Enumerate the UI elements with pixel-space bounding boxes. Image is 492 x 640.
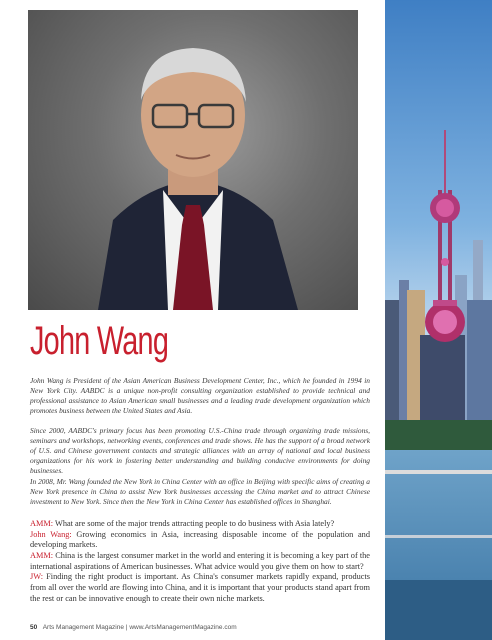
page-footer xyxy=(30,624,237,631)
profile-name: John Wang xyxy=(30,319,169,363)
question-label: AMM: xyxy=(30,551,54,560)
interview-qa-2 xyxy=(30,551,370,605)
question-text: What are some of the major trends attracting people to do business with Asia lately? xyxy=(53,519,335,528)
intro-paragraph-3: In 2008, Mr. Wang founded the New York in China Center with an office in Beijing with specific aims of creating a New York presence in China to assist New York businesses accessing the China market and to attract Chinese investment to New York. Since then the New York in China Center has established offices in Shanghai. xyxy=(30,477,370,507)
intro-paragraph-1: John Wang is President of the Asian American Business Development Center, Inc., which he founded in 1994 in New York City. AABDC is a unique non-profit consulting organization established to provide technical and professional assistance to Asian American small businesses and a leading trade development organization which promotes business between the United States and Asia. xyxy=(30,376,370,416)
portrait-photo xyxy=(28,10,358,310)
footer-separator: | xyxy=(125,624,128,631)
skyline-photo xyxy=(385,0,492,640)
answer-label: John Wang: xyxy=(30,529,72,539)
answer-text: Growing economics in Asia, increasing disposable income of the population and developing markets. xyxy=(30,529,370,550)
question-text: China is the largest consumer market in the world and entering it is becoming a key part of the international aspirations of American businesses. What advice would you give them on how to start? xyxy=(30,551,370,571)
interview-qa-1 xyxy=(30,519,370,551)
question-label: AMM: xyxy=(30,519,54,528)
magazine-url: www.ArtsManagementMagazine.com xyxy=(129,624,237,631)
answer-label: JW: xyxy=(30,572,44,582)
intro-paragraph-2: Since 2000, AABDC's primary focus has been promoting U.S.-China trade through organizing trade missions, seminars and workshops, networking events, conferences and trade shows. He has the support of a broad network of U.S. and Chinese government contacts and strategic alliances with an array of national and local business organizations for his work in fostering better understanding and building conducive environments for doing businesses. xyxy=(30,426,370,476)
answer-text: Finding the right product is important. As China's consumer markets rapidly expand, products from all over the world are flowing into China, and it is important that your products stand apart from the rest or can be innovative enough to create their own niche markets. xyxy=(30,572,370,603)
magazine-name: Arts Management Magazine xyxy=(42,624,124,631)
page-number: 50 xyxy=(30,624,38,631)
